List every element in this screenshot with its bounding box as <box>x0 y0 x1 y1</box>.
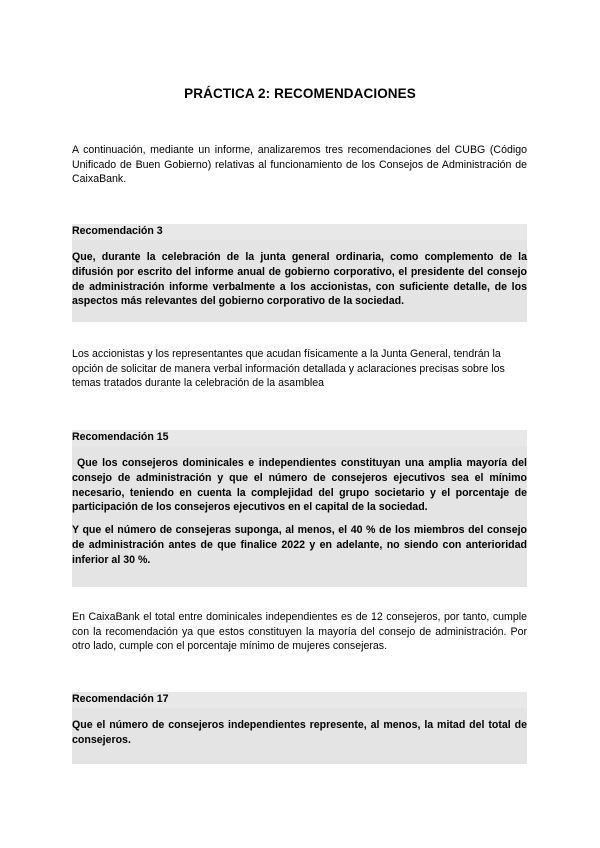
recommendation-3-box <box>72 224 527 322</box>
recommendation-3-header: Recomendación 3 <box>72 224 527 240</box>
recommendation-15-text-2: Y que el número de consejeras suponga, al menos, el 40 % de los miembros del consejo de administración antes de que finalice 2022 y en adelante, no siendo con anterioridad inferior al 30 %. <box>72 524 527 566</box>
recommendation-17-header: Recomendación 17 <box>72 692 527 708</box>
recommendation-15-header: Recomendación 15 <box>72 430 527 446</box>
recommendation-15-box <box>72 430 527 587</box>
page-title: PRÁCTICA 2: RECOMENDACIONES <box>184 86 416 101</box>
recommendation-15-comment: En CaixaBank el total entre dominicales independientes es de 12 consejeros, por tanto, cumple con la recomendación ya que estos constituyen la mayoría del consejo de administración. Por otro lado, cumple con el porcentaje mínimo de mujeres consejeras. <box>72 611 527 653</box>
recommendation-17-box <box>72 692 527 764</box>
recommendation-17-text: Que el número de consejeros independientes represente, al menos, la mitad del total de consejeros. <box>72 719 527 746</box>
recommendation-15-text-1: Que los consejeros dominicales e independientes constituyan una amplia mayoría del consejo de administración y que el número de consejeros ejecutivos sea el mínimo necesario, teniendo en cuenta la complejidad del grupo societario y el porcentaje de participación de los consejeros ejecutivos en el capital de la sociedad. <box>72 457 527 514</box>
recommendation-3-text: Que, durante la celebración de la junta general ordinaria, como complemento de la difusión por escrito del informe anual de gobierno corporativo, el presidente del consejo de administración informe verbalmente a los accionistas, con suficiente detalle, de los aspectos más relevantes del gobierno corporativo de la sociedad. <box>72 251 527 308</box>
recommendation-3-comment: Los accionistas y los representantes que acudan físicamente a la Junta General, tendrán la opción de solicitar de manera verbal información detallada y aclaraciones precisas sobre los temas tratados durante la celebración de la asamblea <box>72 348 505 390</box>
intro-paragraph: A continuación, mediante un informe, analizaremos tres recomendaciones del CUBG (Código Unificado de Buen Gobierno) relativas al funcionamiento de los Consejos de Administración de CaixaBank. <box>72 144 527 186</box>
